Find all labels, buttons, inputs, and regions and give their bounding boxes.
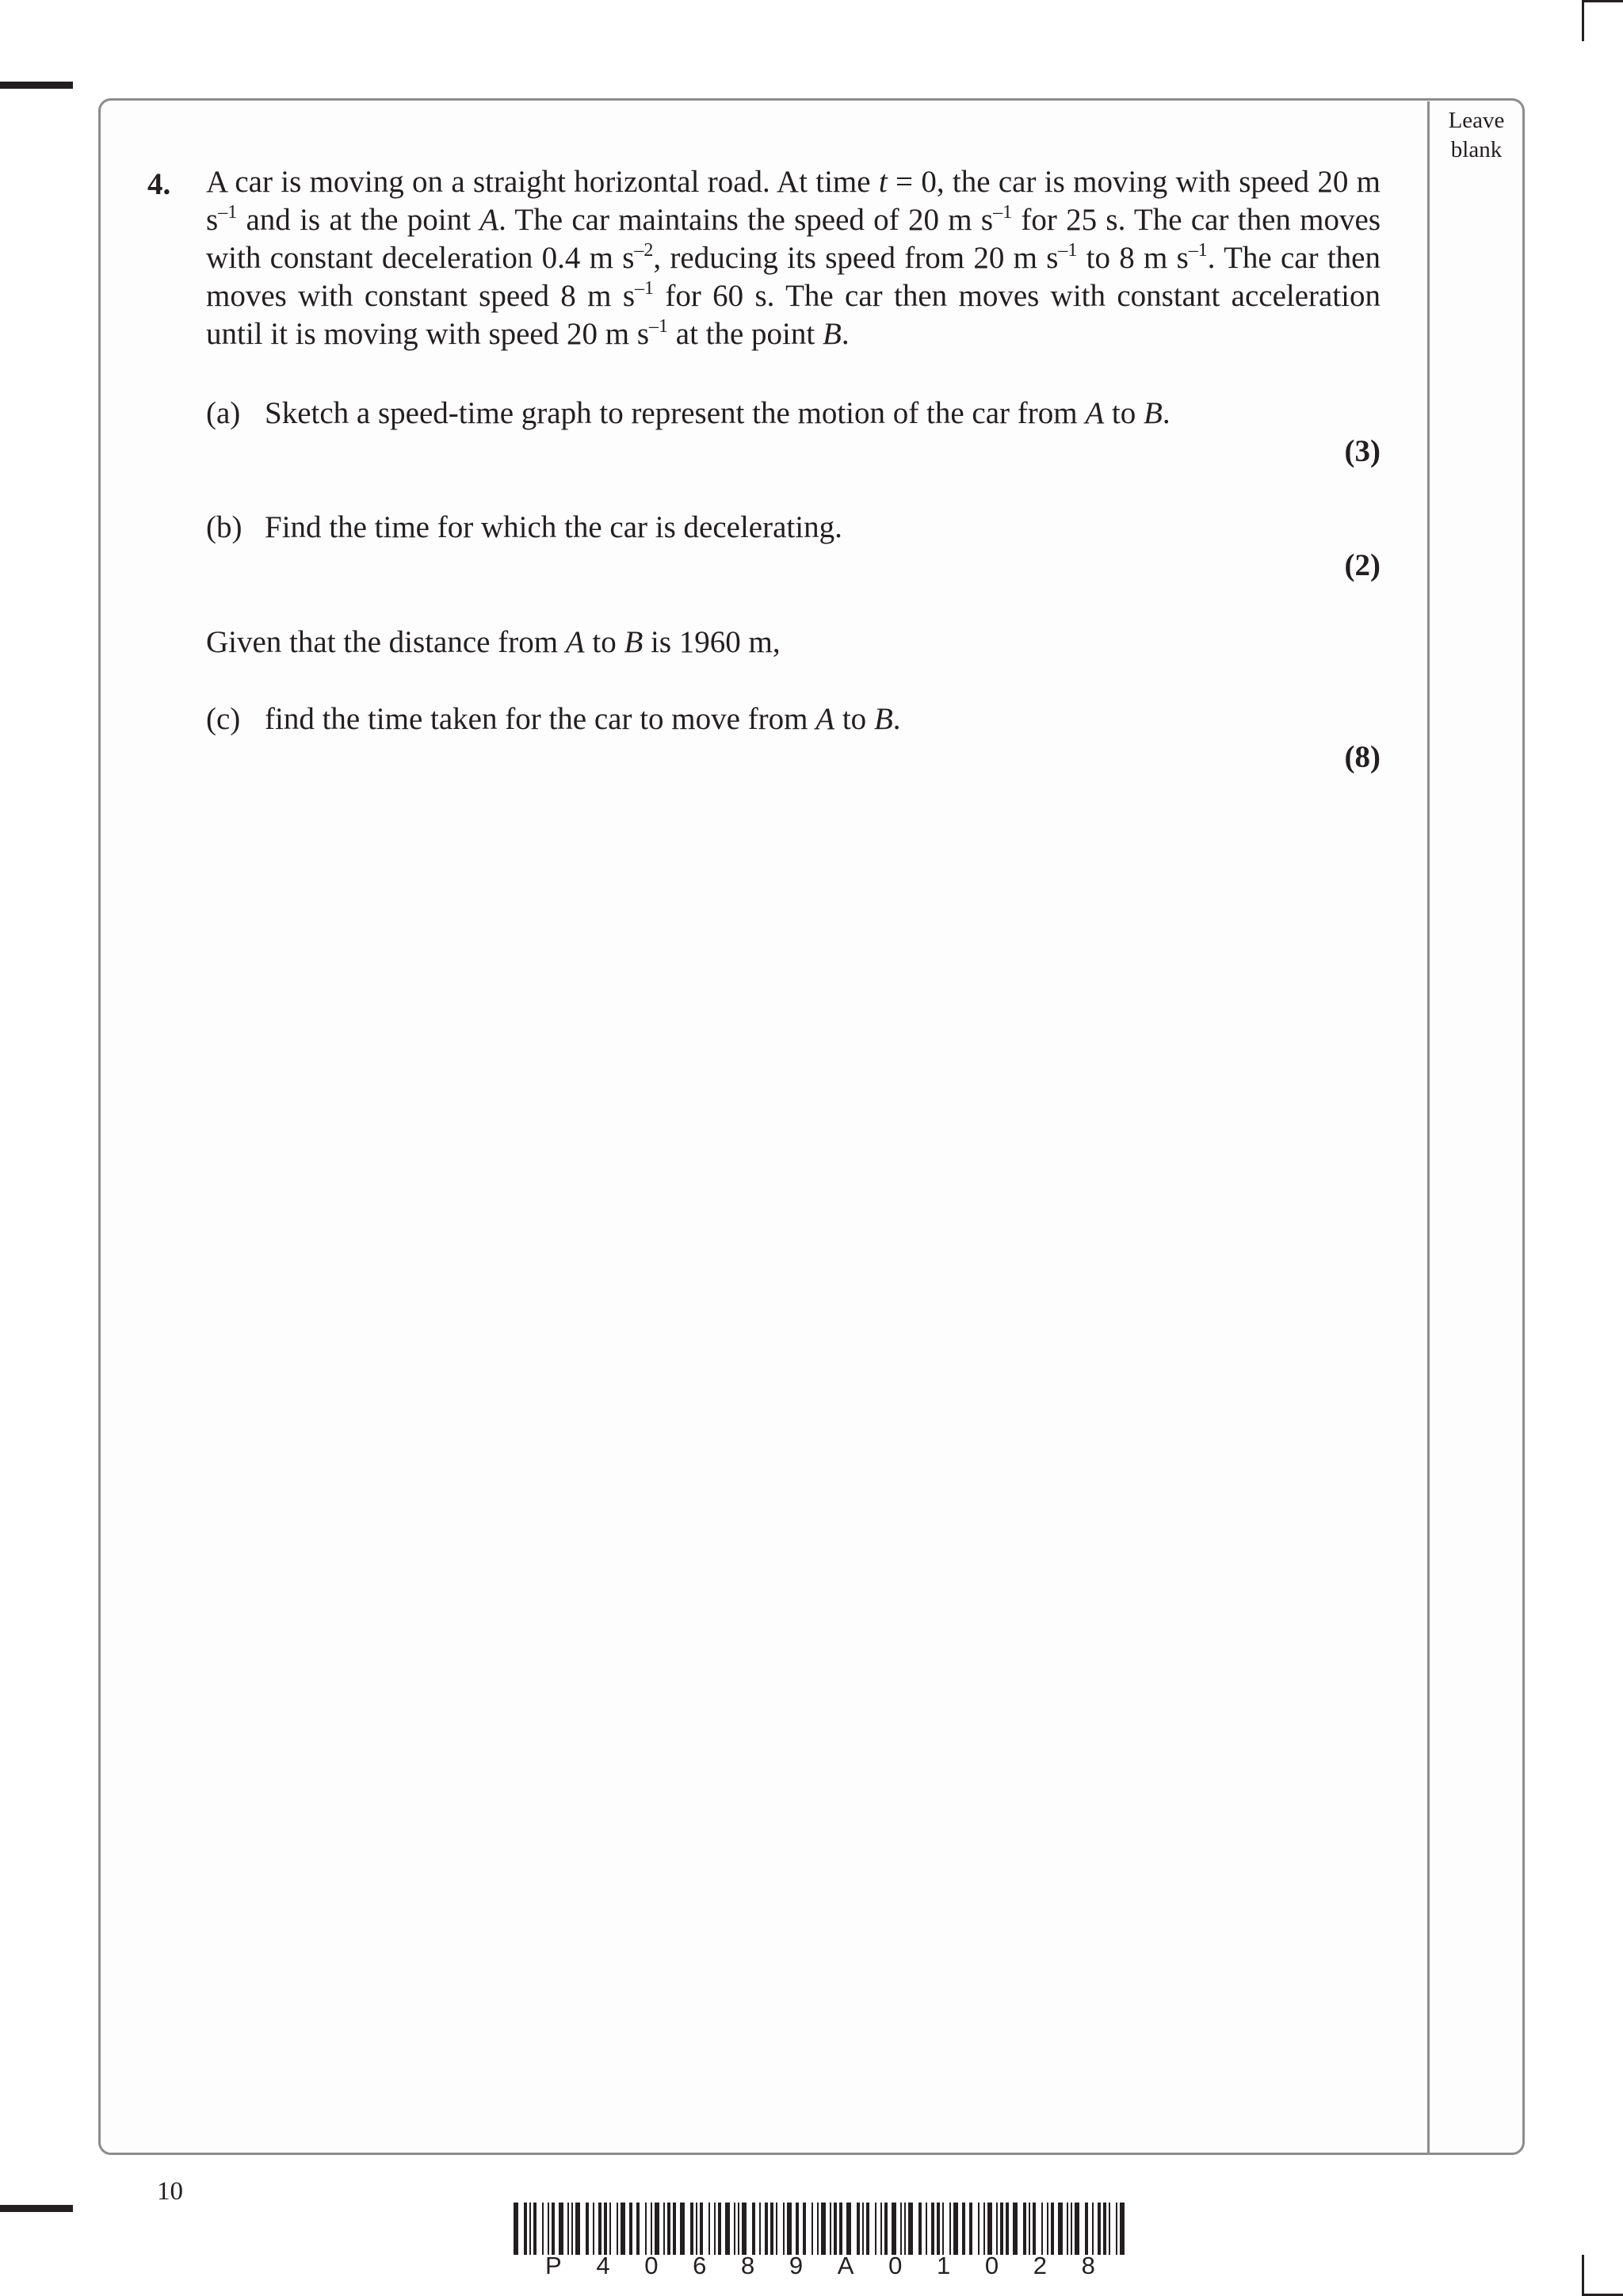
leave-blank-divider <box>1427 101 1430 2153</box>
leave-blank-line-2: blank <box>1450 137 1503 162</box>
barcode-char: 1 <box>937 2252 951 2279</box>
barcode-char: 8 <box>1081 2252 1095 2279</box>
part-a-marks: (3) <box>1344 434 1381 468</box>
part-b-marks: (2) <box>1344 548 1381 582</box>
leave-blank-line-1: Leave <box>1448 108 1505 133</box>
part-a-label: (a) <box>206 396 241 430</box>
part-c: (c) find the time taken for the car to move from A to B. <box>206 700 901 738</box>
barcode-char: 4 <box>596 2252 610 2279</box>
part-a: (a) Sketch a speed-time graph to represent the motion of the car from A to B. <box>206 395 1170 433</box>
barcode-char: A <box>837 2252 854 2279</box>
barcode-char: 6 <box>693 2252 707 2279</box>
part-b: (b) Find the time for which the car is decelerating. <box>206 509 842 547</box>
crop-mark-top-right-v <box>1582 0 1584 41</box>
barcode-char: 9 <box>789 2252 804 2279</box>
barcode <box>514 2203 1127 2255</box>
leave-blank-label <box>1431 106 1522 165</box>
part-c-label: (c) <box>206 702 241 736</box>
barcode-char: P <box>545 2252 562 2279</box>
page-number: 10 <box>157 2177 183 2206</box>
barcode-text <box>545 2252 1095 2280</box>
part-c-marks: (8) <box>1344 740 1381 774</box>
registration-mark-bottom-left <box>0 2205 73 2212</box>
barcode-char: 0 <box>888 2252 903 2279</box>
question-stem: A car is moving on a straight horizontal road. At time t = 0, the car is moving with speed 20 m $s^{-1}$ and is at the point A. The car maintains the speed of 20 m $s^{-1}$ for 25 s. The car then moves with constant deceleration 0.4 m $s^{-2}$, reducing its speed from 20 m $s^{-1}$ to 8 m $s^{-1}$. The car then moves with constant speed 8 m $s^{-1}$ for 60 s. The car then moves with constant acceleration until it is moving with speed 20 m $s^{-1}$ at the point B. <box>206 165 1381 351</box>
barcode-char: 0 <box>644 2252 659 2279</box>
barcode-char: 0 <box>984 2252 999 2279</box>
given-statement: Given that the distance from A to B is 1960 m, <box>206 625 781 659</box>
crop-mark-top-right-h <box>1582 0 1623 2</box>
crop-mark-bottom-right-v <box>1582 2255 1584 2296</box>
time-variable: t <box>878 165 888 199</box>
registration-mark-top-left <box>0 82 73 89</box>
part-b-label: (b) <box>206 510 242 544</box>
question-number: 4. <box>147 167 171 201</box>
barcode-char: 2 <box>1033 2252 1048 2279</box>
barcode-char: 8 <box>741 2252 755 2279</box>
